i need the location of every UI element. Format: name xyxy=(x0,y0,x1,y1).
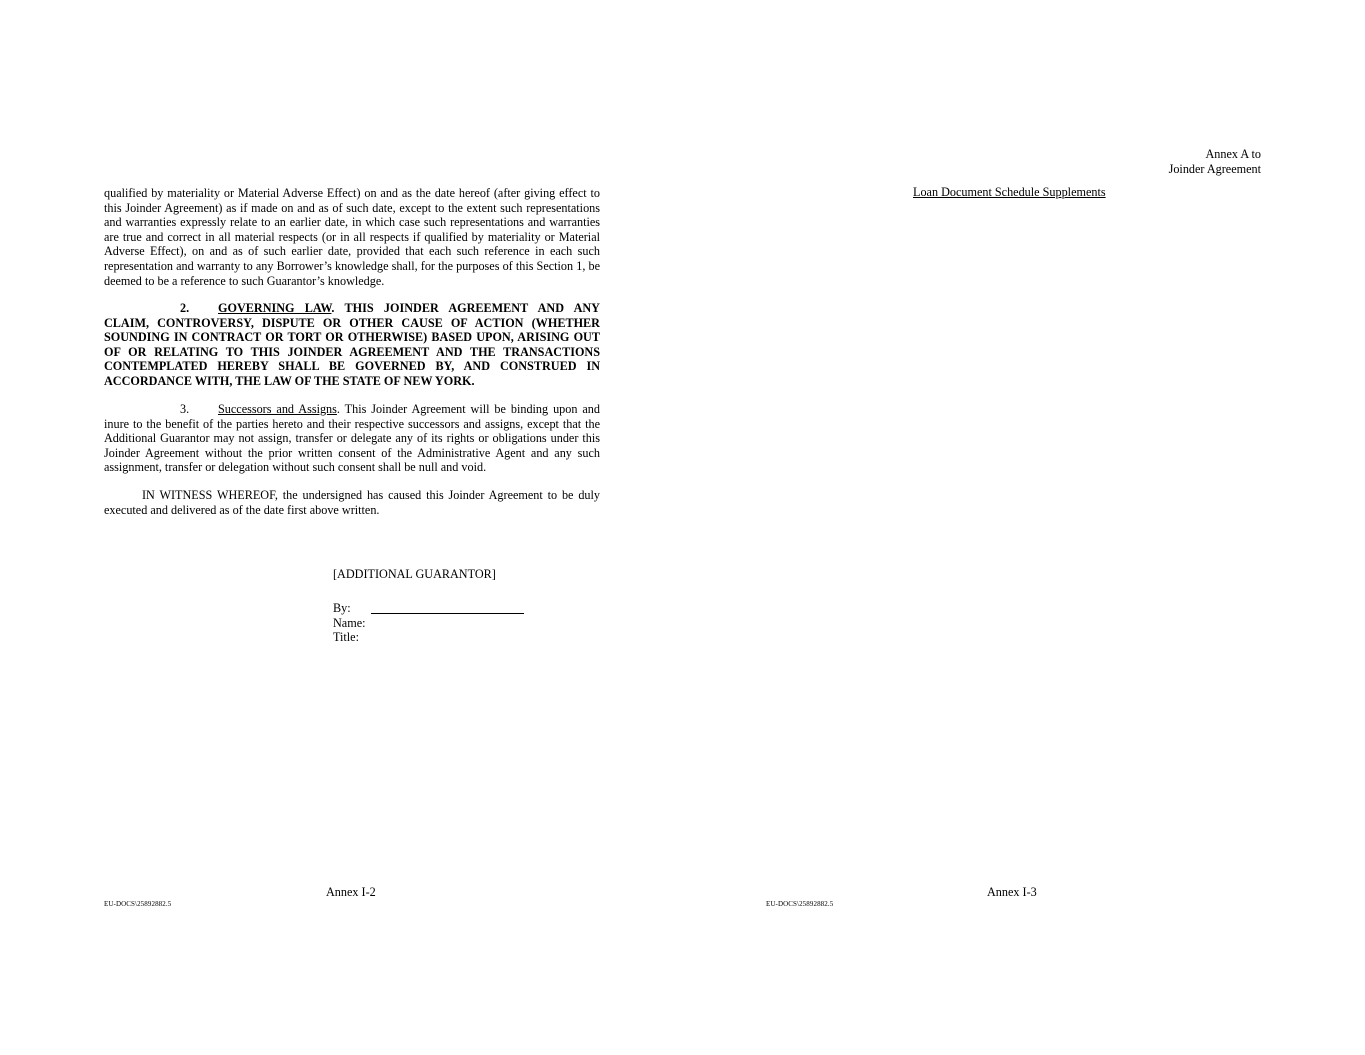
section-number: 3. xyxy=(180,402,190,416)
guarantor-name: [ADDITIONAL GUARANTOR] xyxy=(333,567,496,581)
document-id: EU-DOCS\25892882.5 xyxy=(104,900,172,908)
section-text: . This Joinder Agreement will be binding upon and inure to the benefit of the parties hereto and their respective successors and assigns, except that the Additional Guarantor may not assign, transfer or delegate any of its rights or obligations under this Joinder Agreement without the prior written consent of the Administrative Agent and any such assignment, transfer or delegation without such consent shall be null and void. xyxy=(104,402,600,475)
document-id: EU-DOCS\25892882.5 xyxy=(766,900,834,908)
section-2-governing-law xyxy=(104,301,600,389)
paragraph-text: qualified by materiality or Material Adverse Effect) on and as the date hereof (after giving effect to this Joinder Agreement) as if made on and as of such date, except to the extent such representations and warranties expressly relate to an earlier date, in which case such representations and warranties are true and correct in all material respects (or in all respects if qualified by materiality or Material Adverse Effect), on and as of such earlier date, provided that each such reference in each such representation and warranty to any Borrower’s knowledge shall, for the purposes of this Section 1, be deemed to be a reference to such Guarantor’s knowledge. xyxy=(104,186,600,288)
witness-clause xyxy=(104,488,600,517)
annex-heading-line-1: Annex A to xyxy=(1205,147,1261,161)
section-3-successors-and-assigns xyxy=(104,402,600,475)
signature-block xyxy=(333,567,524,645)
section-heading: Successors and Assigns xyxy=(218,402,337,416)
name-label: Name: xyxy=(333,615,366,630)
signature-by-row xyxy=(333,601,524,616)
annex-heading xyxy=(1169,147,1261,176)
page-number: Annex I-3 xyxy=(987,885,1037,899)
paragraph-section-1-continued xyxy=(104,186,600,288)
section-text: . THIS JOINDER AGREEMENT AND ANY CLAIM, CONTROVERSY, DISPUTE OR OTHER CAUSE OF ACTION (WHETHER SOUNDING IN CONTRACT OR TORT OR OTHERWISE) BASED UPON, ARISING OUT OF OR RELATING TO THIS JOINDER AGREEMENT AND THE TRANSACTIONS CONTEMPLATED HEREBY SHALL BE GOVERNED BY, AND CONSTRUED IN ACCORDANCE WITH, THE LAW OF THE STATE OF NEW YORK. xyxy=(104,301,600,388)
left-page xyxy=(0,0,682,1055)
witness-text: IN WITNESS WHEREOF, the undersigned has caused this Joinder Agreement to be duly executed and delivered as of the date first above written. xyxy=(104,488,600,517)
schedule-title: Loan Document Schedule Supplements xyxy=(913,185,1106,199)
title-label: Title: xyxy=(333,630,359,645)
by-label: By: xyxy=(333,601,351,615)
annex-heading-line-2: Joinder Agreement xyxy=(1168,161,1261,176)
section-heading: GOVERNING LAW xyxy=(218,301,332,315)
page-number: Annex I-2 xyxy=(326,885,376,899)
signature-line xyxy=(371,601,524,614)
section-number: 2. xyxy=(180,301,190,315)
right-page xyxy=(682,0,1365,1055)
